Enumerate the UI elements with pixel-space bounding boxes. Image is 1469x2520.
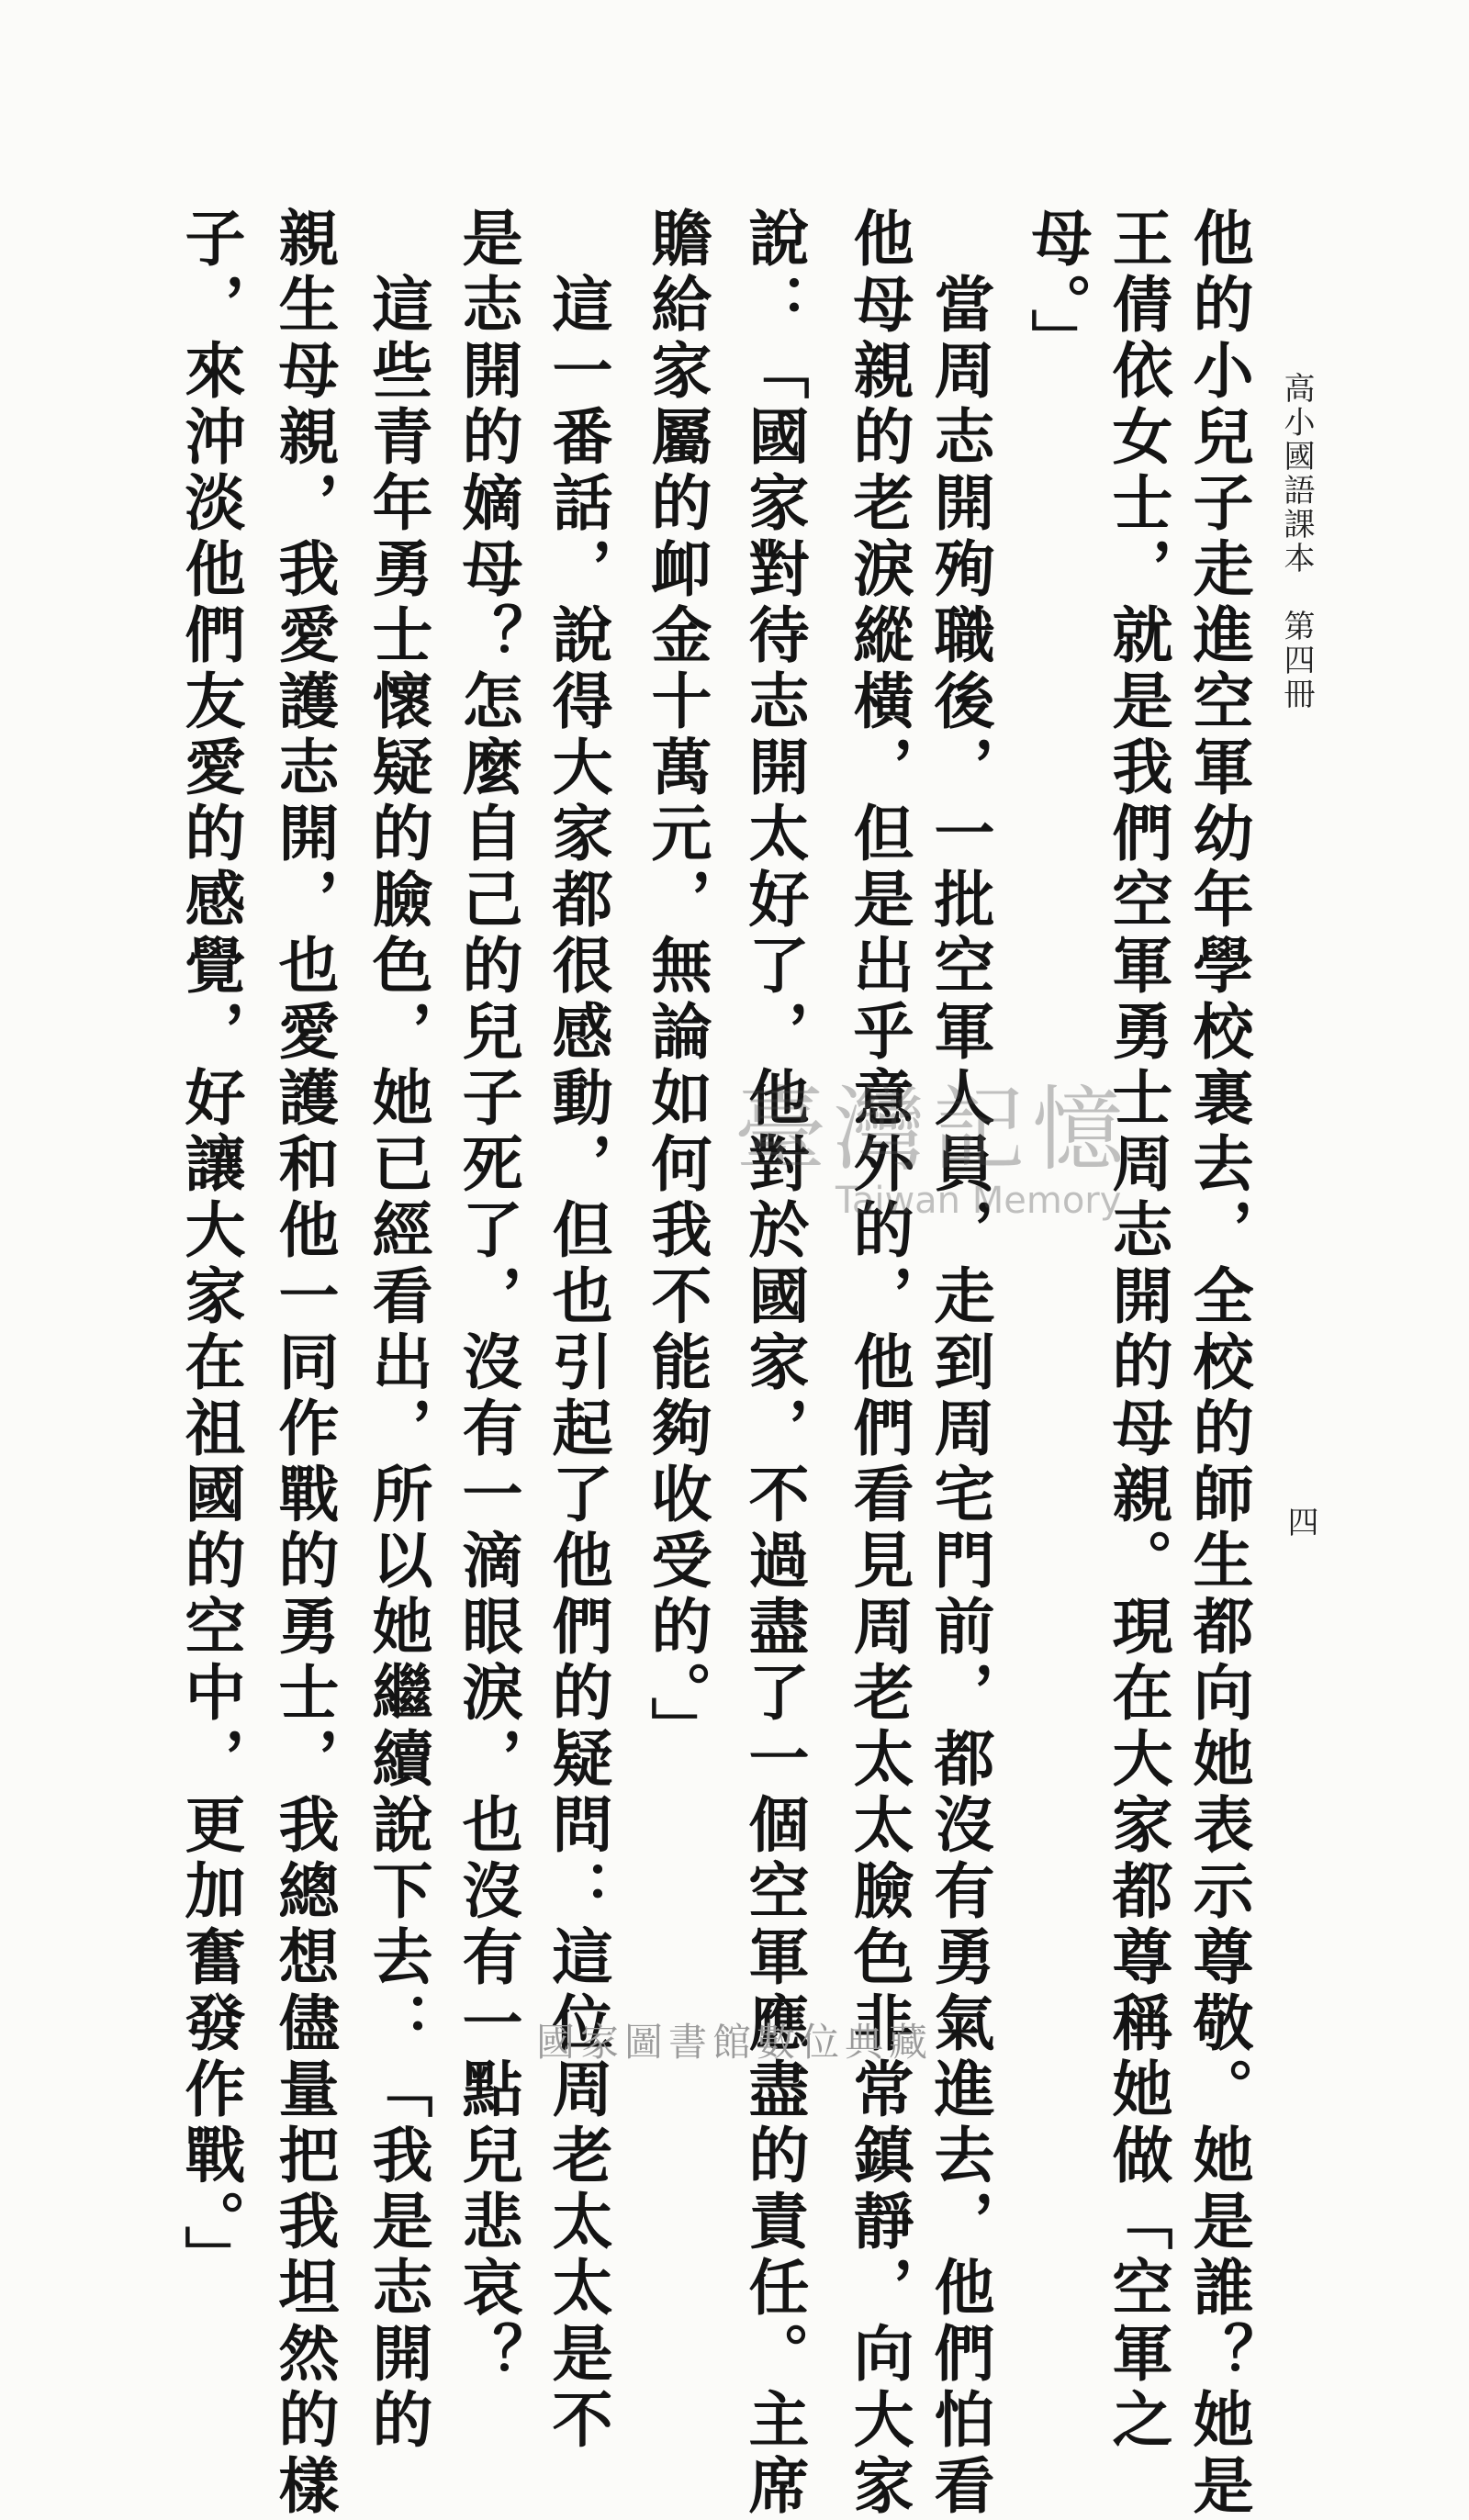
footer-credit: 國家圖書館數位典藏 [535,2020,933,2065]
text-column: 說：「國家對待志開太好了，他對於國家，不過盡了一個空軍應盡的責任。主席 [738,207,810,2520]
text-column: 他母親的老淚縱橫，但是出乎意外的，他們看見周老太太臉色非常鎮靜，向大家 [843,207,914,2520]
text-column: 子，來沖淡他們友愛的感覺，好讓大家在祖國的空中，更加奮發作戰。」 [174,207,246,2291]
text-column: 這些青年勇士懷疑的臉色，她已經看出，所以她繼續說下去：「我是志開的 [362,207,433,2454]
watermark-en: Taiwan Memory [835,1180,1122,1222]
text-column: 贍給家屬的卹金十萬元，無論如何我不能夠收受的。」 [641,207,712,1763]
text-column: 母。」 [1021,207,1093,375]
text-column: 是志開的嫡母？怎麼自己的兒子死了，沒有一滴眼淚，也沒有一點兒悲哀？ [452,207,523,2388]
text-column: 這一番話，說得大家都很感動，但也引起了他們的疑問：這位周老太太是不 [542,207,613,2454]
text-column: 親生母親，我愛護志開，也愛護和他一同作戰的勇士，我總想儘量把我坦然的樣 [268,207,340,2520]
page-number: 四 [1282,1506,1318,1537]
running-header: 高小國語課本 第四冊 [1278,372,1315,711]
text-column: 王倩依女士，就是我們空軍勇士周志開的母親。現在大家都尊稱她做「空軍之 [1102,207,1173,2454]
watermark-cjk: 臺灣記憶 [734,1076,1131,1183]
text-column: 當周志開殉職後，一批空軍人員，走到周宅門前，都沒有勇氣進去，他們怕看 [924,207,995,2520]
text-column: 他的小兒子走進空軍幼年學校裏去，全校的師生都向她表示尊敬。她是誰？她是 [1183,207,1254,2520]
watermark-logo [734,1056,1194,1239]
